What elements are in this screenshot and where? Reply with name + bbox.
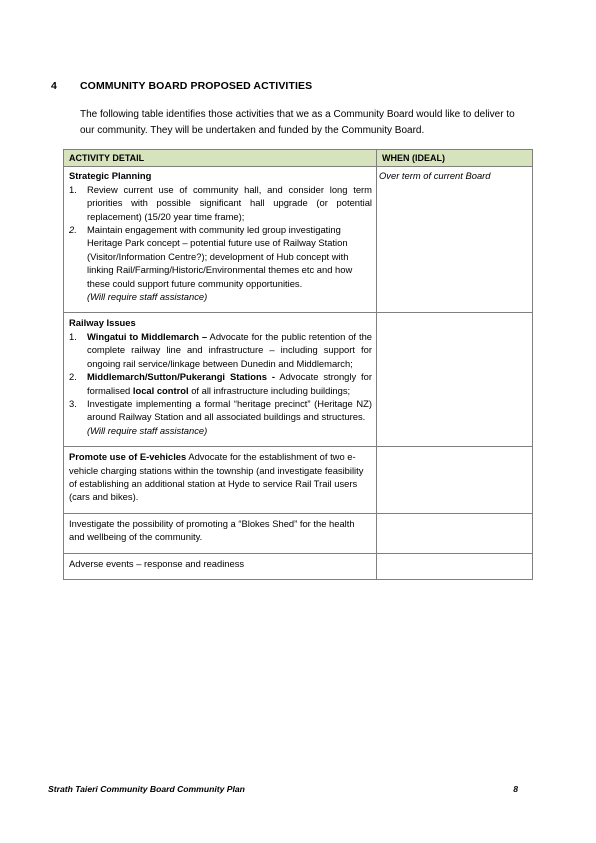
section-number: 4 — [51, 80, 57, 92]
header-when: WHEN (IDEAL) — [377, 150, 533, 167]
railway-issues-cell — [64, 313, 377, 447]
item-text: Review current use of community hall, and consider long term priorities with possible significant hall upgrade (or potential replacement) (15/20 year time frame); — [87, 183, 372, 222]
list-item — [69, 330, 372, 370]
strategic-planning-title: Strategic Planning — [69, 170, 152, 182]
footer-title: Strath Taieri Community Board Community Plan — [48, 784, 245, 794]
e-vehicles-cell — [64, 447, 377, 514]
item-number: 2. — [69, 224, 77, 236]
table-row — [64, 167, 533, 313]
when-value — [377, 447, 533, 514]
item-number: 1. — [69, 183, 77, 195]
e-vehicles-text: Advocate for the establishment of two e-vehicle charging stations within the township (and investigate feasibility of establishing an additional station at Hyde to service Rail Trail users (cars and bikes). — [69, 451, 364, 503]
e-vehicles-title: Promote use of E-vehicles — [69, 451, 187, 463]
when-value — [377, 513, 533, 553]
page-footer — [48, 784, 518, 794]
list-item — [69, 223, 372, 290]
when-value — [377, 313, 533, 447]
table-row — [64, 313, 533, 447]
item-number: 1. — [69, 330, 77, 342]
item-bold-text: Wingatui to Middlemarch – — [87, 330, 208, 342]
staff-assistance-note: (Will require staff assistance) — [87, 291, 208, 303]
list-item — [69, 397, 372, 424]
activities-table — [63, 149, 533, 580]
adverse-events-cell: Adverse events – response and readiness — [64, 553, 377, 579]
strategic-planning-cell — [64, 167, 377, 313]
item-text: Maintain engagement with community led group investigating Heritage Park concept – potential future use of Railway Station (Visitor/Information Centre?); development of Hub concept with linking Rail/Farming/Historic/Environmental themes etc and how these could support future community opportunities. — [87, 224, 353, 289]
list-item — [69, 370, 372, 397]
item-text: Advocate strongly for formalised — [87, 371, 372, 396]
table-row — [64, 553, 533, 579]
item-bold-text: Middlemarch/Sutton/Pukerangi Stations - — [87, 371, 275, 383]
when-value — [377, 553, 533, 579]
intro-paragraph: The following table identifies those activities that we as a Community Board would like to deliver to our community. They will be undertaken and funded by the Community Board. — [80, 109, 515, 136]
section-title: COMMUNITY BOARD PROPOSED ACTIVITIES — [80, 80, 313, 92]
page-number: 8 — [513, 784, 518, 794]
item-number: 2. — [69, 371, 77, 383]
item-text: of all infrastructure including buildings; — [188, 384, 351, 396]
strategic-planning-list — [69, 183, 372, 290]
table-header-row — [64, 150, 533, 167]
table-row — [64, 513, 533, 553]
item-number: 3. — [69, 397, 77, 409]
section-heading — [51, 80, 312, 92]
railway-issues-title: Railway Issues — [69, 317, 136, 329]
item-text: Investigate implementing a formal “heritage precinct” (Heritage NZ) around Railway Station and all associated buildings and structures. — [87, 397, 372, 423]
staff-assistance-note: (Will require staff assistance) — [87, 424, 208, 436]
when-value: Over term of current Board — [377, 167, 533, 313]
list-item — [69, 183, 372, 223]
railway-issues-list — [69, 330, 372, 424]
item-text: Advocate for the public retention of the complete railway line and infrastructure – including support for ongoing rail service/linkage between Dunedin and Middlemarch; — [87, 330, 372, 369]
blokes-shed-cell: Investigate the possibility of promoting a “Blokes Shed” for the health and wellbeing of the community. — [64, 513, 377, 553]
table-row — [64, 447, 533, 514]
item-bold-text: local control — [132, 384, 189, 396]
header-activity-detail: ACTIVITY DETAIL — [64, 150, 377, 167]
